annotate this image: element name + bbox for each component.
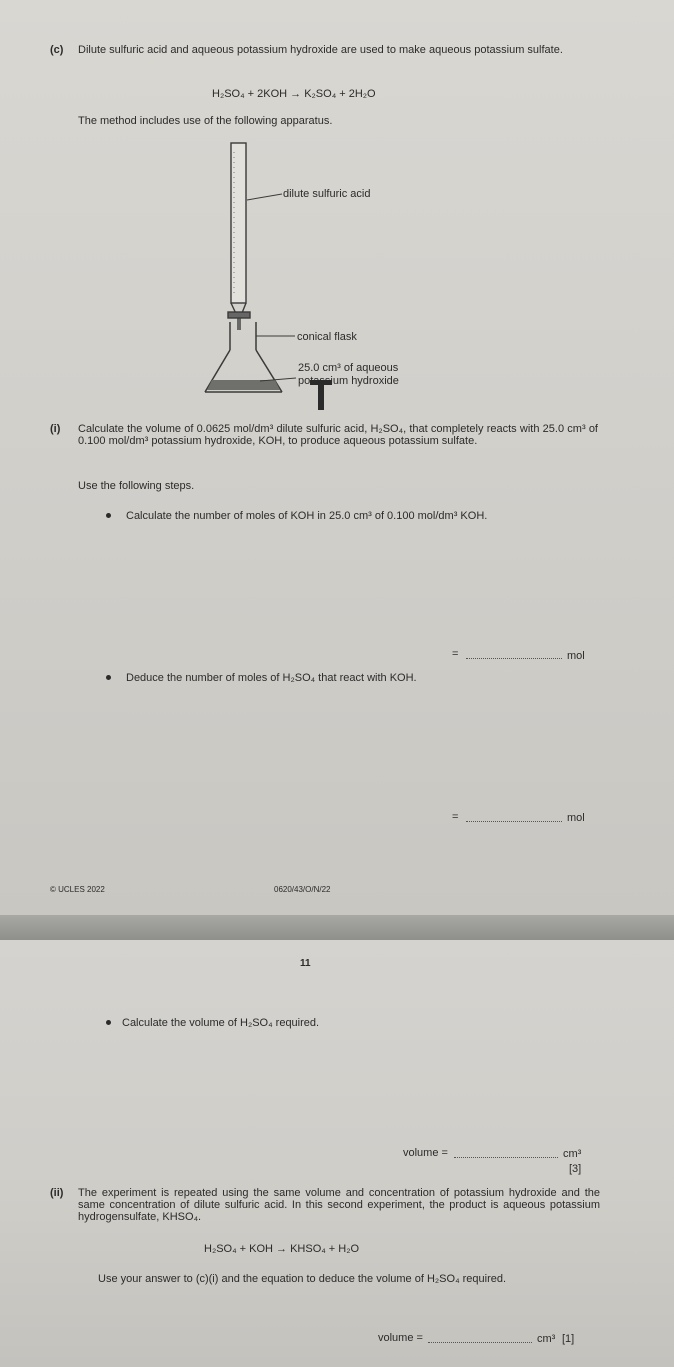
answer1-field[interactable] [466, 658, 562, 659]
answer3-label: volume = [403, 1147, 448, 1159]
step3-text: Calculate the volume of H₂SO₄ required. [122, 1017, 320, 1029]
answer1-unit: mol [567, 650, 585, 662]
part-ii-unit: cm³ [537, 1333, 556, 1345]
answer2-unit: mol [567, 812, 585, 824]
flask-contents-line1: 25.0 cm³ of aqueous [298, 362, 399, 374]
part-ii-answer-label: volume = [378, 1332, 423, 1344]
part-i-question: Calculate the volume of 0.0625 mol/dm³ dilute sulfuric acid, H₂SO₄, that completely reacts with 25.0 cm³ of 0.100 mol/dm³ potassium hydroxide, KOH, to produce aqueous potassium sulfate. [78, 423, 598, 447]
part-c-label: (c) [50, 44, 64, 56]
flask-contents-line2: potassium hydroxide [298, 375, 399, 387]
part-ii-question: The experiment is repeated using the same volume and concentration of potassium hydroxide and the same concentration of dilute sulfuric acid. In this second experiment, the product is aqueous potassium hydrogensulfate, KHSO₄. [78, 1187, 600, 1223]
flask-label: conical flask [297, 331, 357, 343]
footer-copyright: © UCLES 2022 [50, 885, 105, 894]
step1-text: Calculate the number of moles of KOH in 25.0 cm³ of 0.100 mol/dm³ KOH. [126, 510, 488, 522]
part-c-equation: H₂SO₄ + 2KOH → K₂SO₄ + 2H₂O [212, 88, 376, 100]
marks-i: [3] [569, 1163, 582, 1175]
answer2-field[interactable] [466, 821, 562, 822]
exam-page-bottom [0, 940, 674, 1367]
answer3-unit: cm³ [563, 1148, 582, 1160]
page-number: 11 [300, 958, 311, 969]
part-ii-instruction: Use your answer to (c)(i) and the equation to deduce the volume of H₂SO₄ required. [98, 1273, 507, 1285]
burette-label: dilute sulfuric acid [283, 188, 371, 200]
conical-flask [205, 322, 282, 392]
answer1-equals: = [452, 648, 459, 660]
part-c-intro: Dilute sulfuric acid and aqueous potassium hydroxide are used to make aqueous potassium sulfate. [78, 44, 563, 56]
part-ii-volume-field[interactable] [428, 1342, 532, 1343]
label-lines [247, 194, 296, 381]
part-ii-equation: H₂SO₄ + KOH → KHSO₄ + H₂O [204, 1243, 360, 1255]
step2-text: Deduce the number of moles of H₂SO₄ that react with KOH. [126, 672, 417, 684]
part-ii-marks: [1] [562, 1333, 575, 1345]
steps-intro: Use the following steps. [78, 480, 195, 492]
answer2-equals: = [452, 811, 459, 823]
part-i-label: (i) [50, 423, 61, 435]
part-ii-label: (ii) [50, 1187, 64, 1199]
burette [228, 143, 250, 330]
bullet [106, 1020, 111, 1025]
bullet [106, 675, 111, 680]
part-c-method: The method includes use of the following apparatus. [78, 115, 333, 127]
footer-paper-code: 0620/43/O/N/22 [274, 885, 331, 894]
volume-answer-field[interactable] [454, 1157, 558, 1158]
page-gap [0, 915, 674, 940]
bullet [106, 513, 111, 518]
